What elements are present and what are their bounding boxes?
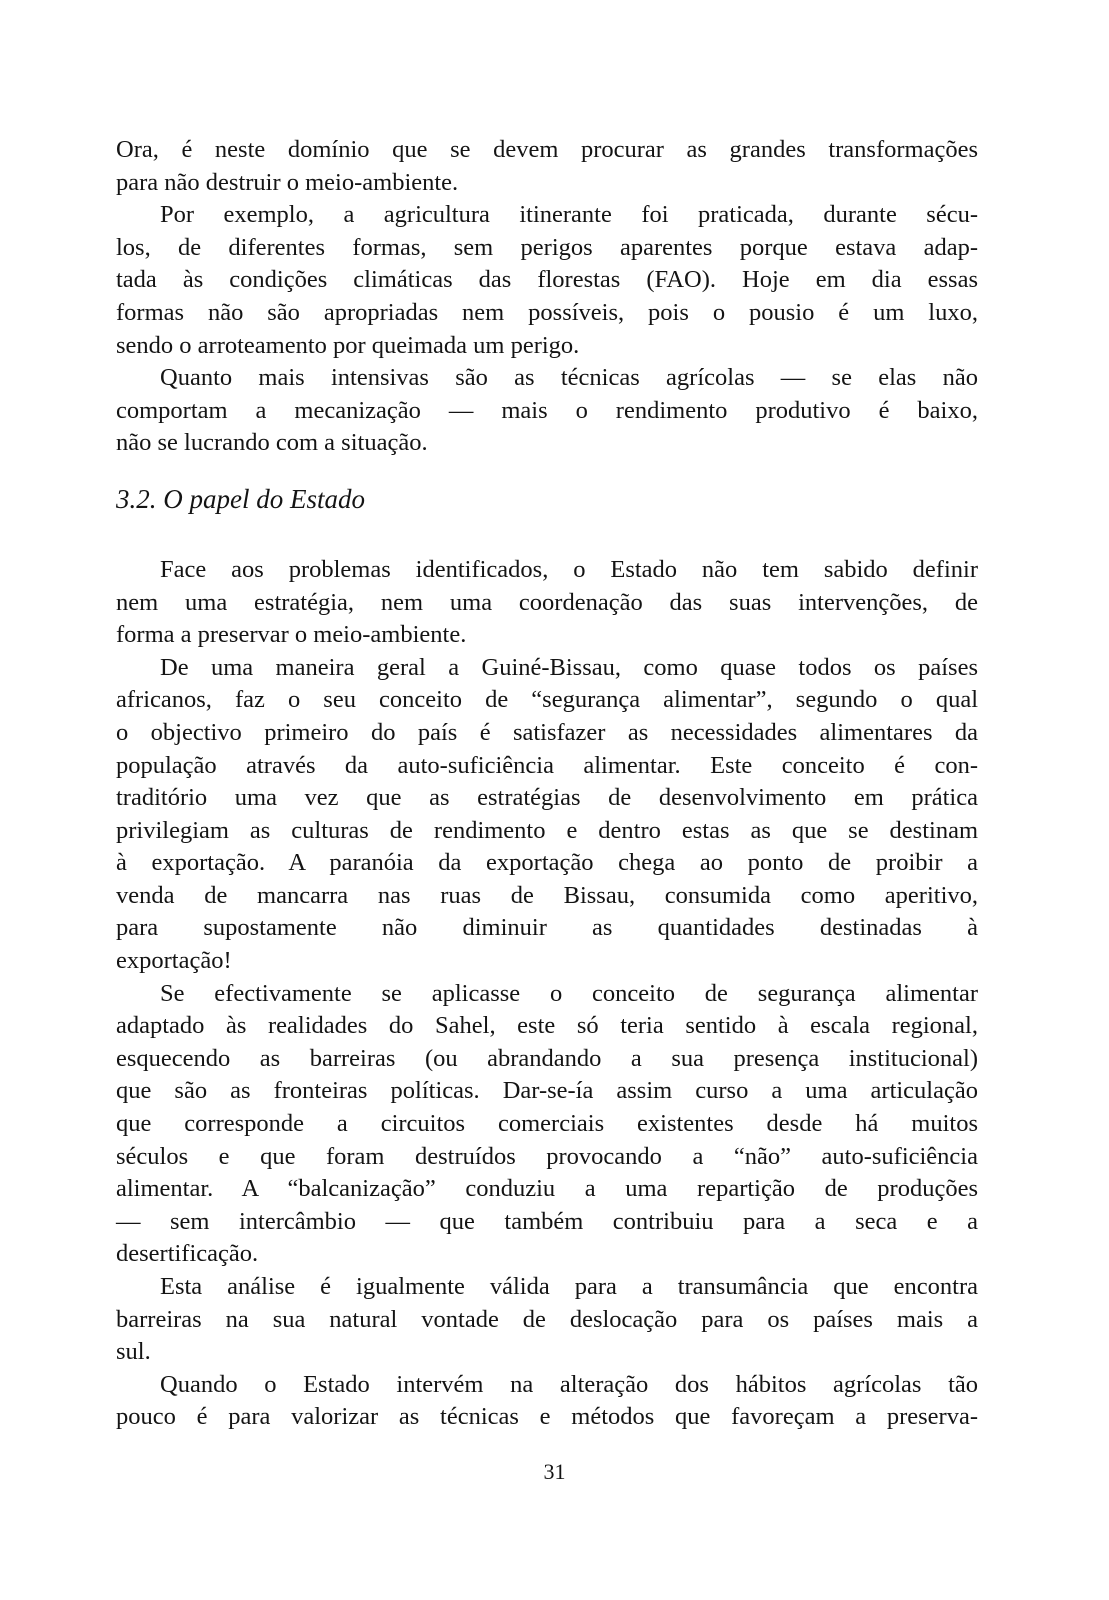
- text-line: que são as fronteiras políticas. Dar-se-ía assim curso a uma articulação: [116, 1077, 978, 1105]
- text-line: traditório uma vez que as estratégias de desenvolvimento em prática: [116, 784, 978, 812]
- text-line: sul.: [116, 1338, 151, 1366]
- text-line: alimentar. A “balcanização” conduziu a uma repartição de produções: [116, 1175, 978, 1203]
- text-line: venda de mancarra nas ruas de Bissau, consumida como aperitivo,: [116, 881, 978, 909]
- text-line: tada às condições climáticas das florestas (FAO). Hoje em dia essas: [116, 266, 978, 294]
- text-line: — sem intercâmbio — que também contribuiu para a seca e a: [116, 1207, 978, 1235]
- text-line: não se lucrando com a situação.: [116, 429, 428, 457]
- text-line: Quanto mais intensivas são as técnicas agrícolas — se elas não: [160, 364, 978, 392]
- text-line: Esta análise é igualmente válida para a transumância que encontra: [160, 1273, 978, 1300]
- text-line: forma a preservar o meio-ambiente.: [116, 621, 467, 649]
- text-line: séculos e que foram destruídos provocando a “não” auto-suficiência: [116, 1142, 978, 1170]
- text-line: população através da auto-suficiência alimentar. Este conceito é con-: [116, 751, 978, 779]
- text-line: nem uma estratégia, nem uma coordenação das suas intervenções, de: [116, 588, 978, 616]
- text-line: que corresponde a circuitos comerciais existentes desde há muitos: [116, 1110, 978, 1138]
- text-line: Se efectivamente se aplicasse o conceito de segurança alimentar: [160, 979, 978, 1007]
- text-line: De uma maneira geral a Guiné-Bissau, como quase todos os países: [160, 653, 978, 681]
- text-line: para não destruir o meio-ambiente.: [116, 168, 459, 196]
- text-line: formas não são apropriadas nem possíveis, pois o pousio é um luxo,: [116, 298, 978, 326]
- text-line: Face aos problemas identificados, o Estado não tem sabido definir: [160, 555, 978, 583]
- paragraph-block-2: [116, 554, 978, 1434]
- text-line: Por exemplo, a agricultura itinerante foi praticada, durante sécu-: [160, 201, 978, 229]
- text-line: pouco é para valorizar as técnicas e métodos que favoreçam a preserva-: [116, 1403, 978, 1431]
- text-line: Quando o Estado intervém na alteração dos hábitos agrícolas tão: [160, 1370, 978, 1398]
- text-line: para supostamente não diminuir as quantidades destinadas à: [116, 914, 978, 942]
- page-body: [116, 134, 978, 1434]
- text-line: exportação!: [116, 947, 232, 975]
- paragraph-block-1: [116, 134, 978, 460]
- text-line: à exportação. A paranóia da exportação chega ao ponto de proibir a: [116, 849, 978, 877]
- text-line: africanos, faz o seu conceito de “segurança alimentar”, segundo o qual: [116, 686, 978, 714]
- text-line: desertificação.: [116, 1240, 259, 1268]
- text-line: los, de diferentes formas, sem perigos aparentes porque estava adap-: [116, 233, 978, 261]
- page-number: 31: [543, 1459, 566, 1484]
- section-heading: 3.2. O papel do Estado: [116, 483, 365, 514]
- text-line: barreiras na sua natural vontade de deslocação para os países mais a: [116, 1305, 978, 1333]
- text-line: adaptado às realidades do Sahel, este só teria sentido à escala regional,: [116, 1012, 978, 1040]
- text-line: comportam a mecanização — mais o rendimento produtivo é baixo,: [116, 396, 978, 424]
- text-line: sendo o arroteamento por queimada um perigo.: [116, 331, 580, 359]
- text-line: Ora, é neste domínio que se devem procurar as grandes transformações: [116, 136, 978, 163]
- text-line: privilegiam as culturas de rendimento e dentro estas as que se destinam: [116, 816, 978, 844]
- text-line: esquecendo as barreiras (ou abrandando a sua presença institucional): [116, 1044, 978, 1072]
- text-line: o objectivo primeiro do país é satisfazer as necessidades alimentares da: [116, 718, 978, 746]
